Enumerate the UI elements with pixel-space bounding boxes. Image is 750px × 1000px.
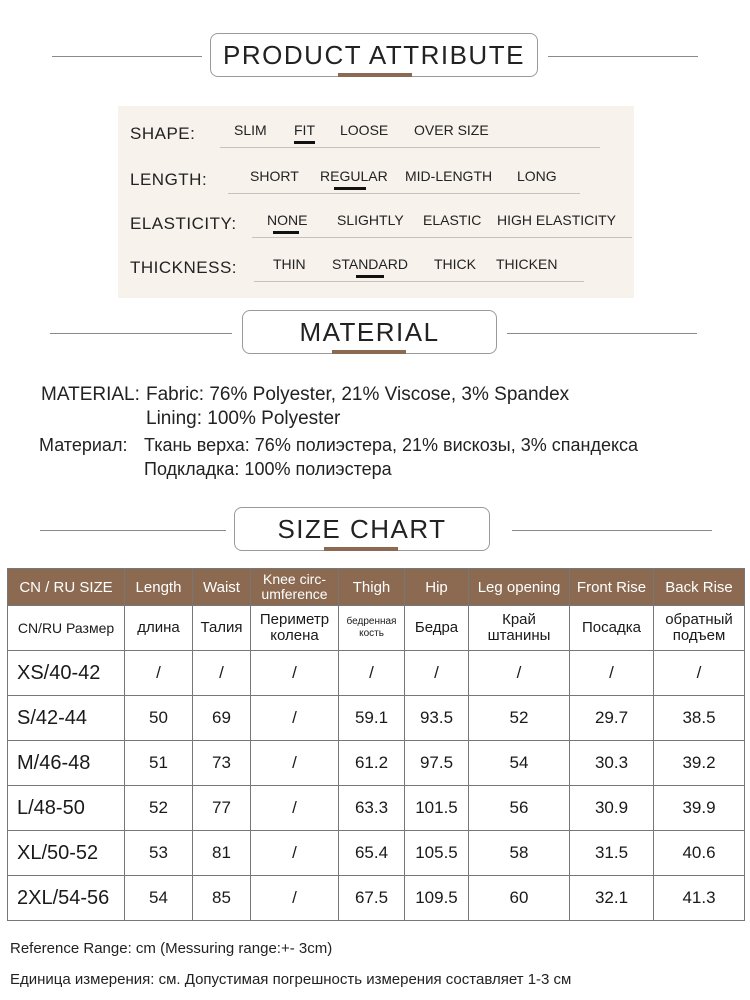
table-cell: 67.5 <box>339 876 405 921</box>
option-text: SHORT <box>250 168 299 184</box>
attribute-title: PRODUCT ATTRIBUTE <box>223 39 525 70</box>
option-selected <box>332 256 408 272</box>
table-row <box>8 651 745 696</box>
selected-marker <box>294 141 315 144</box>
table-cell: 39.2 <box>654 741 745 786</box>
table-row <box>8 876 745 921</box>
attribute-row-shape <box>130 120 630 150</box>
column-header: Knee circ-umference <box>251 569 339 606</box>
table-cell: 73 <box>193 741 251 786</box>
table-cell: 54 <box>469 741 570 786</box>
table-cell: 52 <box>125 786 193 831</box>
reference-range-note: Reference Range: cm (Messuring range:+- 3cm) <box>10 940 333 957</box>
column-header-ru: длина <box>125 606 193 651</box>
table-row <box>8 831 745 876</box>
material-fabric-ru: Ткань верха: 76% полиэстера, 21% вискозы, 3% спандекса <box>144 435 639 455</box>
table-cell: / <box>251 741 339 786</box>
table-cell: 60 <box>469 876 570 921</box>
table-cell: 52 <box>469 696 570 741</box>
table-cell: 61.2 <box>339 741 405 786</box>
table-cell: / <box>570 651 654 696</box>
option-text: HIGH ELASTICITY <box>497 212 617 228</box>
table-cell: / <box>251 876 339 921</box>
header-rule-right <box>507 333 697 334</box>
header-row-en <box>8 569 745 606</box>
size-title-box <box>234 507 490 551</box>
option-text: MID-LENGTH <box>405 168 493 184</box>
size-chart-table <box>7 568 745 921</box>
column-header-ru: Край штанины <box>469 606 570 651</box>
option <box>414 122 489 138</box>
column-header: Thigh <box>339 569 405 606</box>
option-text: THICK <box>434 256 476 272</box>
table-cell: 30.9 <box>570 786 654 831</box>
selected-marker <box>334 187 366 190</box>
column-header-ru: обратный подъем <box>654 606 745 651</box>
option-text: ELASTIC <box>423 212 482 228</box>
option <box>496 256 557 272</box>
option-text: THIN <box>273 256 306 272</box>
material-label-en: MATERIAL: <box>41 384 140 405</box>
size-section-header <box>0 507 750 555</box>
table-cell: 41.3 <box>654 876 745 921</box>
attribute-label: ELASTICITY: <box>130 214 237 233</box>
option-text: NONE <box>267 212 308 228</box>
table-cell: 38.5 <box>654 696 745 741</box>
table-cell: 109.5 <box>405 876 469 921</box>
table-cell: 50 <box>125 696 193 741</box>
header-row-ru <box>8 606 745 651</box>
material-fabric-en: Fabric: 76% Polyester, 21% Viscose, 3% Spandex <box>146 384 570 405</box>
option-text: OVER SIZE <box>414 122 489 138</box>
table-cell: 53 <box>125 831 193 876</box>
table-cell: 63.3 <box>339 786 405 831</box>
attribute-label: SHAPE: <box>130 124 196 143</box>
table-cell: 31.5 <box>570 831 654 876</box>
table-cell: 69 <box>193 696 251 741</box>
option <box>405 168 492 184</box>
table-row <box>8 696 745 741</box>
column-header-ru: Посадка <box>570 606 654 651</box>
option-text: LOOSE <box>340 122 389 138</box>
title-accent-bar <box>324 547 398 551</box>
table-cell: 32.1 <box>570 876 654 921</box>
table-cell: 101.5 <box>405 786 469 831</box>
option-selected <box>294 122 315 138</box>
selected-marker <box>356 275 384 278</box>
header-rule-left <box>40 530 226 531</box>
table-cell: 97.5 <box>405 741 469 786</box>
table-cell: 54 <box>125 876 193 921</box>
attribute-panel <box>118 106 634 298</box>
option <box>273 256 306 272</box>
table-row <box>8 741 745 786</box>
material-lining-ru: Подкладка: 100% полиэстера <box>144 459 392 479</box>
material-section-header <box>0 310 750 358</box>
table-cell: / <box>251 831 339 876</box>
material-label-ru: Материал: <box>39 435 128 455</box>
column-header: CN / RU SIZE <box>8 569 125 606</box>
table-cell: 77 <box>193 786 251 831</box>
table-cell: 30.3 <box>570 741 654 786</box>
size-title: SIZE CHART <box>277 513 447 544</box>
row-rule <box>228 193 580 194</box>
measurement-note-ru: Единица измерения: см. Допустимая погрешность измерения составляет 1-3 см <box>10 971 572 988</box>
column-header: Front Rise <box>570 569 654 606</box>
table-cell: / <box>251 696 339 741</box>
table-cell: / <box>193 651 251 696</box>
option-text: THICKEN <box>496 256 558 272</box>
header-rule-left <box>50 333 232 334</box>
column-header-ru: CN/RU Размер <box>8 606 125 651</box>
column-header: Waist <box>193 569 251 606</box>
column-header-ru: Талия <box>193 606 251 651</box>
column-header-ru: Бедра <box>405 606 469 651</box>
header-rule-right <box>512 530 712 531</box>
material-title-box <box>242 310 497 354</box>
option-text: REGULAR <box>320 168 388 184</box>
table-cell: 85 <box>193 876 251 921</box>
table-cell: / <box>469 651 570 696</box>
table-cell: 93.5 <box>405 696 469 741</box>
column-header: Back Rise <box>654 569 745 606</box>
table-cell: XS/40-42 <box>8 651 125 696</box>
option <box>234 122 267 138</box>
table-cell: 56 <box>469 786 570 831</box>
option-text: SLIGHTLY <box>337 212 404 228</box>
table-cell: XL/50-52 <box>8 831 125 876</box>
row-rule <box>252 237 632 238</box>
table-cell: L/48-50 <box>8 786 125 831</box>
option-selected <box>320 168 388 184</box>
table-cell: 51 <box>125 741 193 786</box>
table-cell: / <box>125 651 193 696</box>
table-cell: 29.7 <box>570 696 654 741</box>
attribute-label: LENGTH: <box>130 170 208 189</box>
material-title: MATERIAL <box>299 316 440 347</box>
option <box>340 122 388 138</box>
option <box>337 212 404 228</box>
table-cell: 39.9 <box>654 786 745 831</box>
option-selected <box>267 212 307 228</box>
table-cell: S/42-44 <box>8 696 125 741</box>
option-text: SLIM <box>234 122 267 138</box>
selected-marker <box>273 231 299 234</box>
column-header: Length <box>125 569 193 606</box>
option <box>497 212 616 228</box>
table-cell: 59.1 <box>339 696 405 741</box>
material-lining-en: Lining: 100% Polyester <box>146 408 341 429</box>
title-accent-bar <box>332 350 406 354</box>
header-rule-left <box>52 56 202 57</box>
option-text: STANDARD <box>332 256 408 272</box>
table-cell: / <box>251 786 339 831</box>
table-row <box>8 786 745 831</box>
header-rule-right <box>548 56 698 57</box>
column-header: Hip <box>405 569 469 606</box>
attribute-title-box <box>210 33 538 77</box>
table-cell: 65.4 <box>339 831 405 876</box>
attribute-row-thickness <box>130 254 630 284</box>
row-rule <box>254 281 584 282</box>
column-header-ru: Периметр колена <box>251 606 339 651</box>
table-cell: / <box>339 651 405 696</box>
table-cell: / <box>405 651 469 696</box>
table-cell: 2XL/54-56 <box>8 876 125 921</box>
column-header-ru: бедренная кость <box>339 606 405 651</box>
option-text: FIT <box>294 122 315 138</box>
option-text: LONG <box>517 168 557 184</box>
column-header: Leg opening <box>469 569 570 606</box>
option <box>517 168 557 184</box>
table-cell: / <box>251 651 339 696</box>
table-cell: 40.6 <box>654 831 745 876</box>
option <box>423 212 481 228</box>
table-cell: 58 <box>469 831 570 876</box>
attribute-row-elasticity <box>130 210 630 240</box>
attribute-row-length <box>130 166 630 196</box>
table-cell: 81 <box>193 831 251 876</box>
table-cell: / <box>654 651 745 696</box>
table-cell: 105.5 <box>405 831 469 876</box>
option <box>434 256 476 272</box>
option <box>250 168 299 184</box>
table-cell: M/46-48 <box>8 741 125 786</box>
row-rule <box>220 147 600 148</box>
attribute-section-header <box>0 33 750 81</box>
attribute-label: THICKNESS: <box>130 258 238 277</box>
title-accent-bar <box>338 73 412 77</box>
